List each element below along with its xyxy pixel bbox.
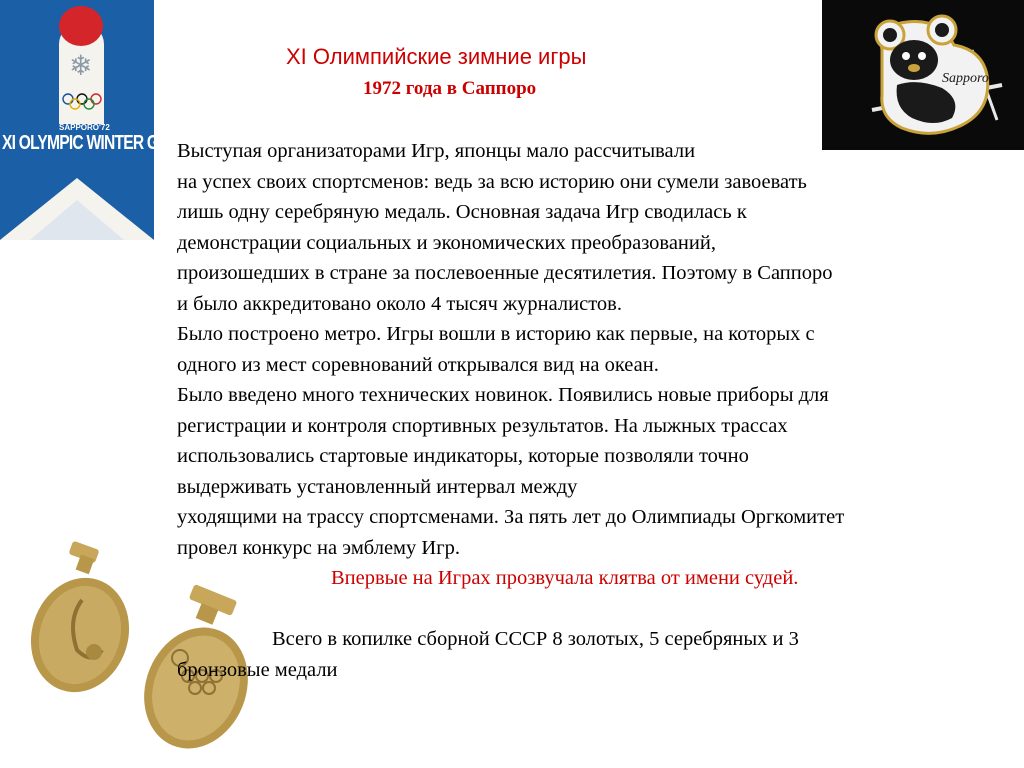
medal-count-line-continued: бронзовые медали xyxy=(177,659,338,681)
medal-count-line: Всего в копилке сборной СССР 8 золотых, 5 серебряных и 3 xyxy=(272,628,799,650)
body-line: уходящими на трассу спортсменами. За пять лет до Олимпиады Оргкомитет xyxy=(177,506,845,528)
body-line: и было аккредитовано около 4 тысяч журналистов. xyxy=(177,292,622,315)
slide-subtitle: 1972 года в Саппоро xyxy=(363,78,537,99)
body-line: регистрации и контроля спортивных результатов. На лыжных трассах xyxy=(177,414,788,437)
body-line: выдерживать установленный интервал между xyxy=(177,475,578,498)
body-line: Было построено метро. Игры вошли в историю как первые, на которых с xyxy=(177,323,815,345)
olympic-rings-icon xyxy=(60,92,104,112)
body-line: на успех своих спортсменов: ведь за всю историю они сумели завоевать xyxy=(177,170,807,193)
body-line: использовались стартовые индикаторы, которые позволяли точно xyxy=(177,445,749,467)
body-line: лишь одну серебряную медаль. Основная задача Игр сводилась к xyxy=(177,201,747,223)
body-line: демонстрации социальных и экономических преобразований, xyxy=(177,231,716,254)
body-line: одного из мест соревнований открывался вид на океан. xyxy=(177,353,659,376)
slide-title: XI Олимпийские зимние игры xyxy=(286,44,587,69)
poster-caption: XI OLYMPIC WINTER GAMES xyxy=(2,132,201,154)
body-text xyxy=(177,136,1017,563)
body-line: провел конкурс на эмблему Игр. xyxy=(177,536,460,559)
bear-pin-graphic xyxy=(822,0,1024,150)
poster-caption-small: SAPPORO'72 xyxy=(59,123,110,132)
judges-oath-highlight: Впервые на Играх прозвучала клятва от имени судей. xyxy=(331,567,799,589)
body-line: произошедших в стране за послевоенные десятилетия. Поэтому в Саппоро xyxy=(177,262,833,284)
sapporo-bear-pin-image xyxy=(822,0,1024,150)
poster-sun xyxy=(59,6,103,46)
gold-medal-image-1 xyxy=(22,540,140,700)
body-line: Выступая организаторами Игр, японцы мало рассчитывали xyxy=(177,140,696,162)
snowflake-icon: ❄ xyxy=(69,49,93,82)
poster-mountain xyxy=(0,150,154,240)
pin-label: Sapporo xyxy=(942,71,989,86)
sapporo-poster-image xyxy=(0,0,201,240)
body-line: Было введено много технических новинок. Появились новые приборы для xyxy=(177,384,829,406)
